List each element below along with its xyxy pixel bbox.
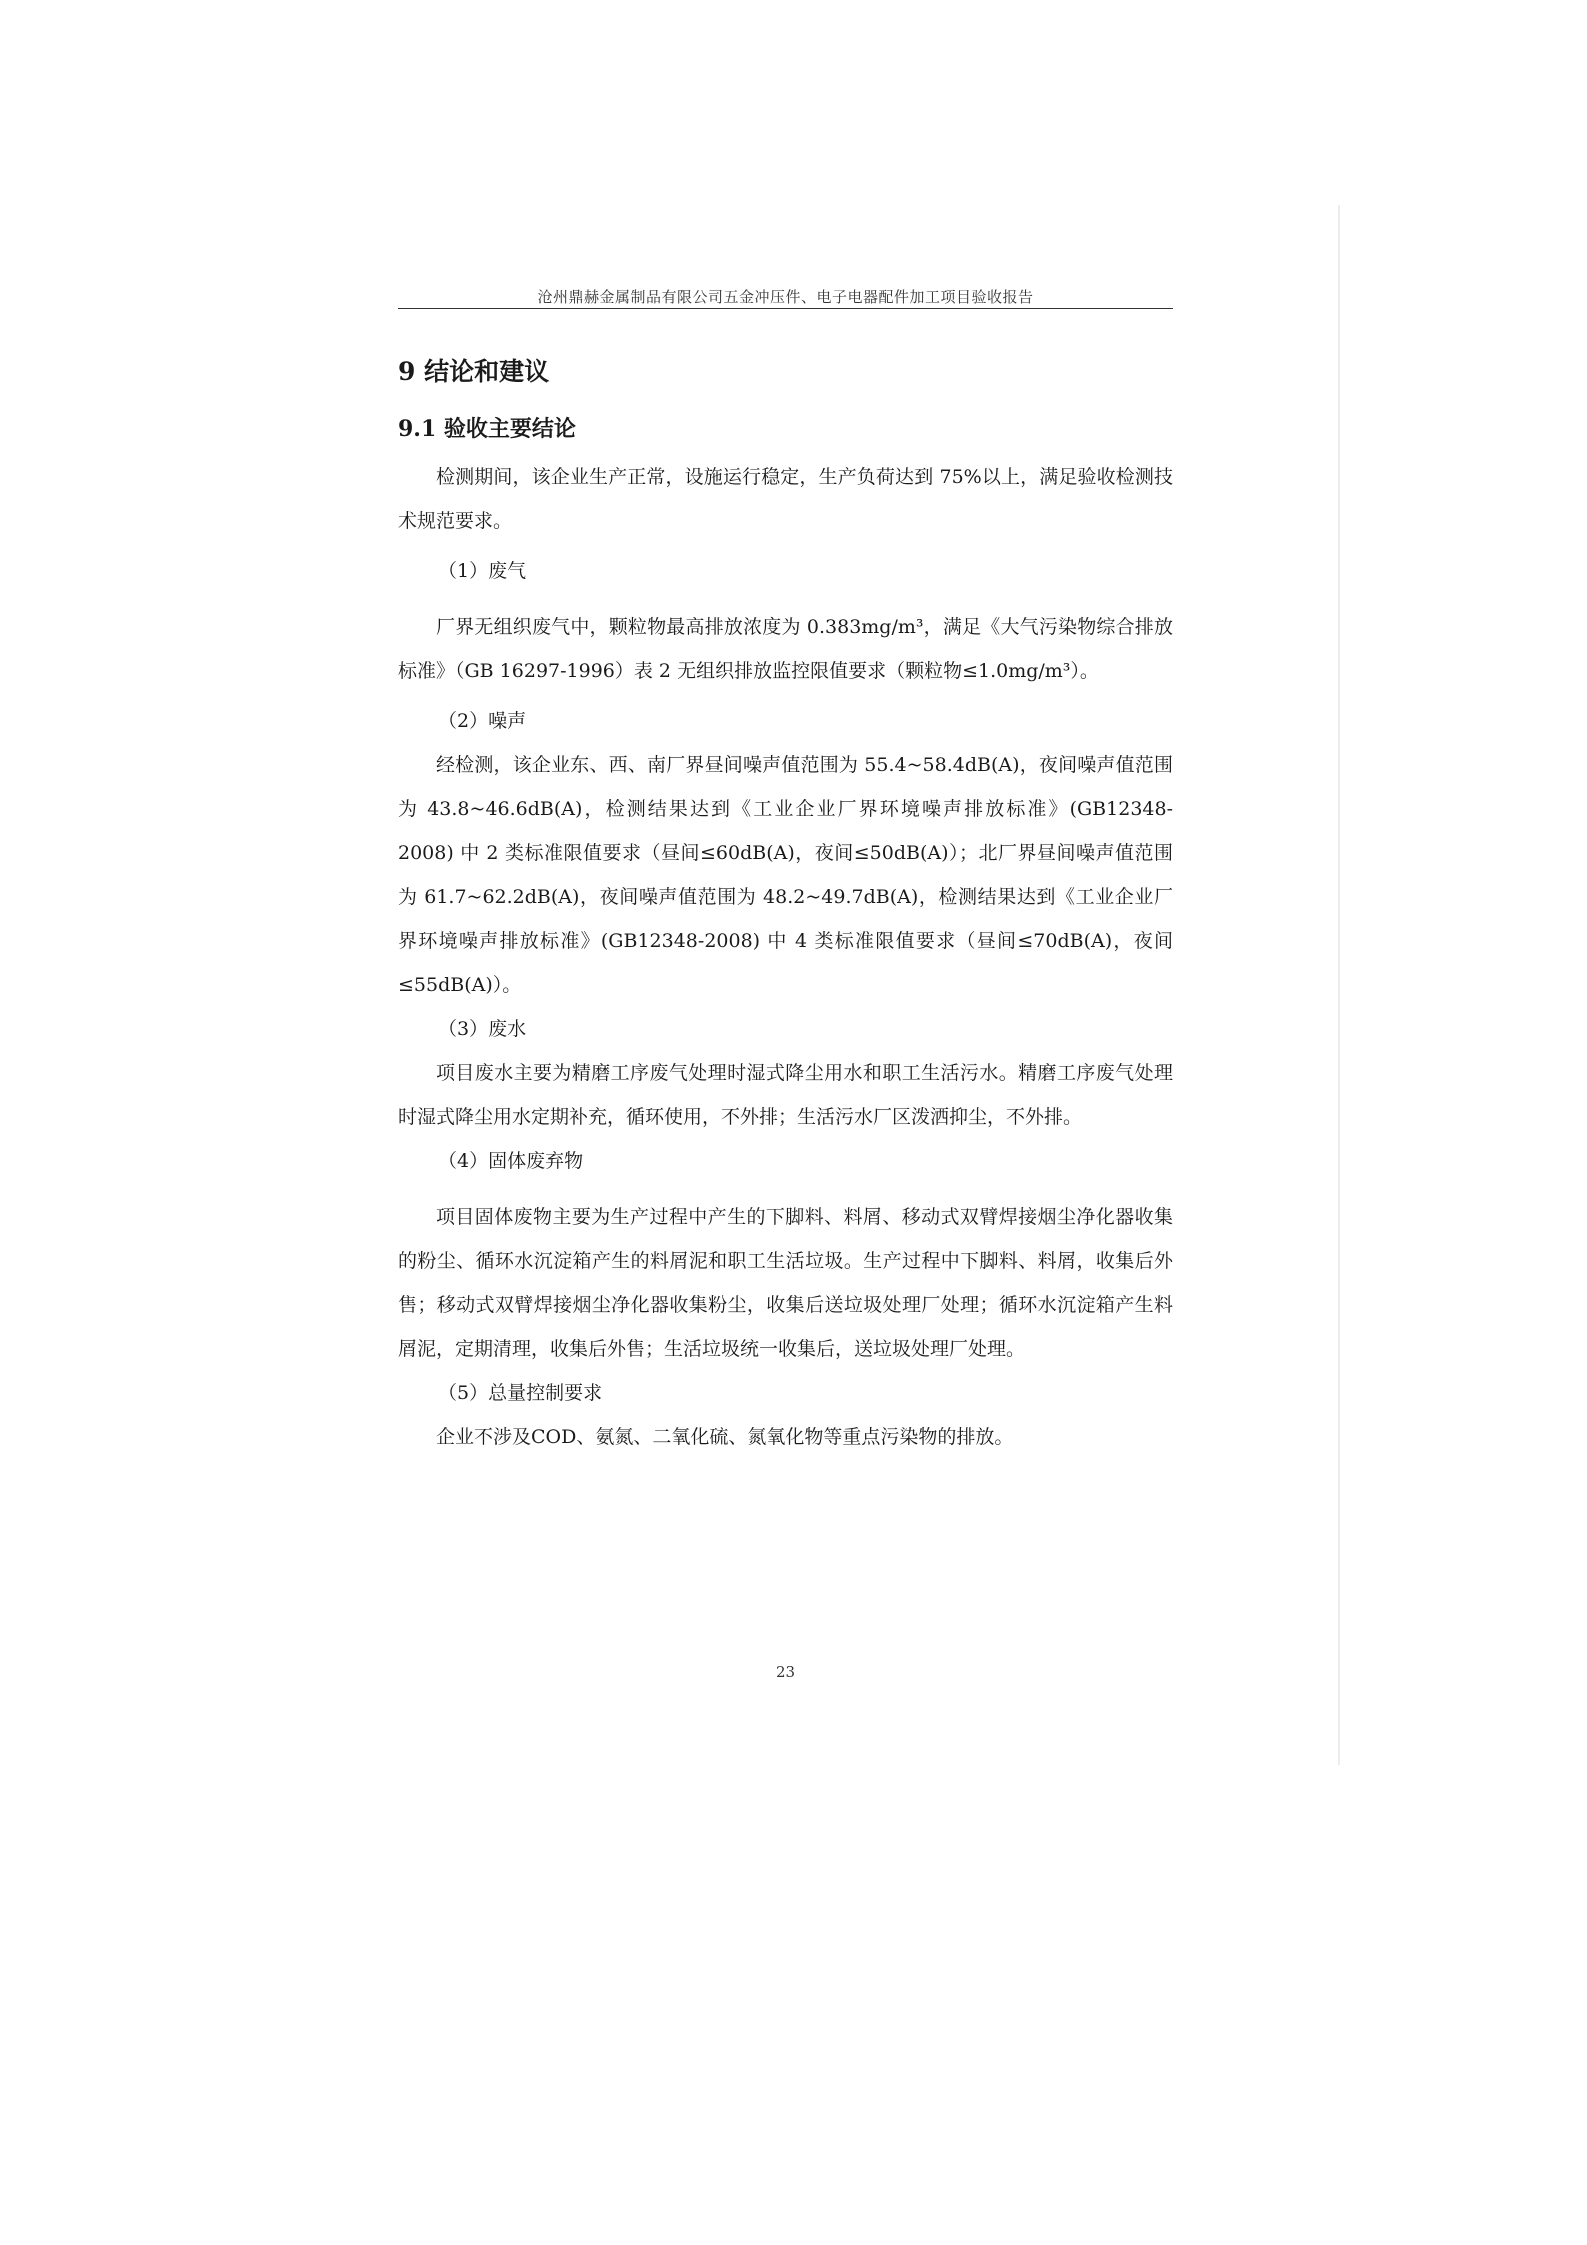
main-content [398,352,1173,1459]
item-text-exhaust: 厂界无组织废气中，颗粒物最高排放浓度为 0.383mg/m³，满足《大气污染物综合排放标准》（GB 16297-1996）表 2 无组织排放监控限值要求（颗粒物≤1.0mg/m³）。 [398,616,1173,682]
running-header: 沧州鼎赫金属制品有限公司五金冲压件、电子电器配件加工项目验收报告 [537,288,1034,306]
item-heading-total-control: （5）总量控制要求 [438,1382,603,1404]
item-text-wastewater: 项目废水主要为精磨工序废气处理时湿式降尘用水和职工生活污水。精磨工序废气处理时湿式降尘用水定期补充，循环使用，不外排；生活污水厂区泼洒抑尘，不外排。 [398,1062,1173,1128]
item-text-noise: 经检测，该企业东、西、南厂界昼间噪声值范围为 55.4~58.4dB(A)，夜间噪声值范围为 43.8~46.6dB(A)，检测结果达到《工业企业厂界环境噪声排放标准》(GB12348-2008) 中 2 类标准限值要求（昼间≤60dB(A)，夜间≤50dB(A)）；北厂界昼间噪声值范围为 61.7~62.2dB(A)，夜间噪声值范围为 48.2~49.7dB(A)，检测结果达到《工业企业厂界环境噪声排放标准》(GB12348-2008) 中 4 类标准限值要求（昼间≤70dB(A)，夜间≤55dB(A)）。 [398,754,1173,996]
scan-edge [1338,205,1340,1765]
item-heading-exhaust: （1）废气 [438,560,527,582]
item-heading-noise: （2）噪声 [438,710,527,732]
section-title: 9.1 验收主要结论 [398,416,576,442]
item-text-total-control: 企业不涉及COD、氨氮、二氧化硫、氮氧化物等重点污染物的排放。 [436,1426,1014,1448]
header-rule [398,308,1173,309]
item-heading-solid-waste: （4）固体废弃物 [438,1150,584,1172]
item-text-solid-waste: 项目固体废物主要为生产过程中产生的下脚料、料屑、移动式双臂焊接烟尘净化器收集的粉尘、循环水沉淀箱产生的料屑泥和职工生活垃圾。生产过程中下脚料、料屑，收集后外售；移动式双臂焊接烟尘净化器收集粉尘，收集后送垃圾处理厂处理；循环水沉淀箱产生料屑泥，定期清理，收集后外售；生活垃圾统一收集后，送垃圾处理厂处理。 [398,1206,1173,1360]
chapter-title: 9 结论和建议 [398,357,550,386]
item-heading-wastewater: （3）废水 [438,1018,527,1040]
page-number: 23 [775,1663,796,1681]
intro-paragraph: 检测期间，该企业生产正常，设施运行稳定，生产负荷达到 75%以上，满足验收检测技术规范要求。 [398,466,1173,532]
